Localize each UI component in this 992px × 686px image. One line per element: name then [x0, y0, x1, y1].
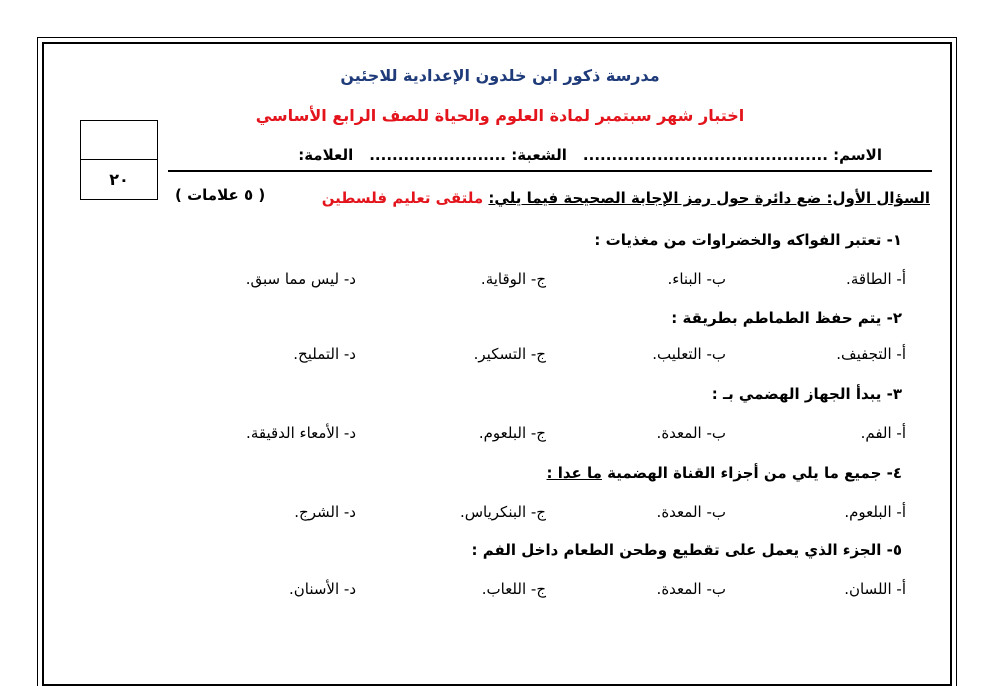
choice-2d[interactable]: د- التمليح.	[293, 345, 356, 363]
school-name: مدرسة ذكور ابن خلدون الإعدادية للاجئين	[340, 66, 660, 85]
choice-3d[interactable]: د- الأمعاء الدقيقة.	[246, 424, 356, 442]
section-title	[322, 189, 930, 207]
section-label: الشعبة: ........................	[369, 146, 567, 164]
choice-1c[interactable]: ج- الوقاية.	[480, 270, 546, 288]
grade-total: ٢٠	[109, 170, 129, 189]
question-1: ١- تعتبر الفواكه والخضراوات من مغذيات :	[594, 231, 902, 249]
question-3: ٣- يبدأ الجهاز الهضمي بـ :	[711, 385, 902, 403]
exam-title: اختبار شهر سبتمبر لمادة العلوم والحياة للصف الرابع الأساسي	[255, 106, 745, 125]
choice-4c[interactable]: ج- البنكرياس.	[459, 503, 546, 521]
choice-3b[interactable]: ب- المعدة.	[656, 424, 726, 442]
choice-5d[interactable]: د- الأسنان.	[288, 580, 356, 598]
section-marks: ( ٥ علامات )	[175, 186, 266, 204]
choice-4d[interactable]: د- الشرج.	[294, 503, 356, 521]
grade-box	[80, 120, 158, 200]
choice-5b[interactable]: ب- المعدة.	[656, 580, 726, 598]
choice-4a[interactable]: أ- البلعوم.	[844, 503, 906, 521]
choice-5c[interactable]: ج- اللعاب.	[481, 580, 546, 598]
section-title-text: السؤال الأول: ضع دائرة حول رمز الإجابة الصحيحة فيما يلي:	[488, 189, 930, 207]
choice-3a[interactable]: أ- الفم.	[860, 424, 906, 442]
choice-3c[interactable]: ج- البلعوم.	[478, 424, 546, 442]
choice-1d[interactable]: د- ليس مما سبق.	[245, 270, 356, 288]
header-divider	[168, 170, 932, 172]
name-label: الاسم: ...........................................	[582, 146, 882, 164]
question-4-text: ٤- جميع ما يلي من أجزاء القناة الهضمية	[607, 464, 902, 482]
student-info-line	[218, 146, 882, 164]
question-4-except: ما عدا :	[546, 464, 602, 482]
choice-2a[interactable]: أ- التجفيف.	[836, 345, 906, 363]
choice-5a[interactable]: أ- اللسان.	[844, 580, 906, 598]
watermark-text: ملتقى تعليم فلسطين	[321, 189, 484, 207]
question-2: ٢- يتم حفظ الطماطم بطريقة :	[671, 309, 902, 327]
choice-4b[interactable]: ب- المعدة.	[656, 503, 726, 521]
choice-1b[interactable]: ب- البناء.	[667, 270, 726, 288]
question-5: ٥- الجزء الذي يعمل على تقطيع وطحن الطعام داخل الفم :	[471, 541, 902, 559]
grade-score-cell	[81, 121, 157, 160]
choice-2b[interactable]: ب- التعليب.	[652, 345, 726, 363]
question-4	[547, 464, 902, 482]
grade-label: العلامة:	[298, 146, 354, 164]
choice-2c[interactable]: ج- التسكير.	[473, 345, 546, 363]
choice-1a[interactable]: أ- الطاقة.	[846, 270, 906, 288]
